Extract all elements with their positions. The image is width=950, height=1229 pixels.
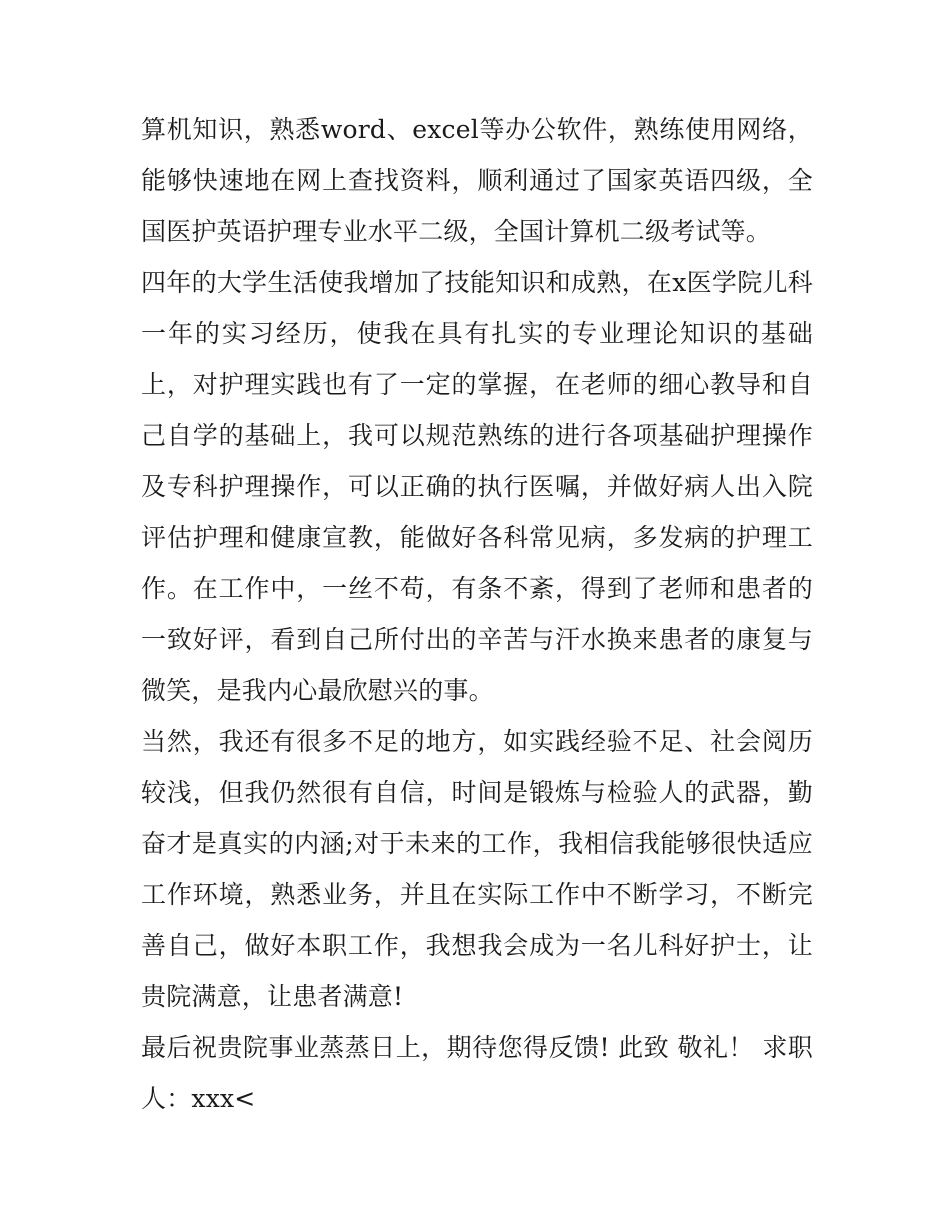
- paragraph-self-assessment: 当然，我还有很多不足的地方，如实践经验不足、社会阅历较浅，但我仍然很有自信，时间是锻炼与检验人的武器，勤奋才是真实的内涵;对于未来的工作，我相信我能够很快适应工作环境，熟悉业务，并且在实际工作中不断学习，不断完善自己，做好本职工作，我想我会成为一名儿科好护士，让贵院满意，让患者满意!: [141, 727, 813, 1011]
- paragraph-experience: 四年的大学生活使我增加了技能知识和成熟，在x医学院儿科一年的实习经历，使我在具有扎实的专业理论知识的基础上，对护理实践也有了一定的掌握，在老师的细心教导和自己自学的基础上，我可以规范熟练的进行各项基础护理操作及专科护理操作，可以正确的执行医嘱，并做好病人出入院评估护理和健康宣教，能做好各科常见病，多发病的护理工作。在工作中，一丝不苟，有条不紊，得到了老师和患者的一致好评，看到自己所付出的辛苦与汗水换来患者的康复与微笑，是我内心最欣慰兴的事。: [141, 268, 813, 705]
- paragraph-closing: 最后祝贵院事业蒸蒸日上，期待您得反馈! 此致 敬礼！ 求职人：xxx<: [141, 1033, 813, 1113]
- letter-body: [141, 104, 813, 1124]
- paragraph-skills: 算机知识，熟悉word、excel等办公软件，熟练使用网络，能够快速地在网上查找资料，顺利通过了国家英语四级，全国医护英语护理专业水平二级，全国计算机二级考试等。: [141, 115, 813, 246]
